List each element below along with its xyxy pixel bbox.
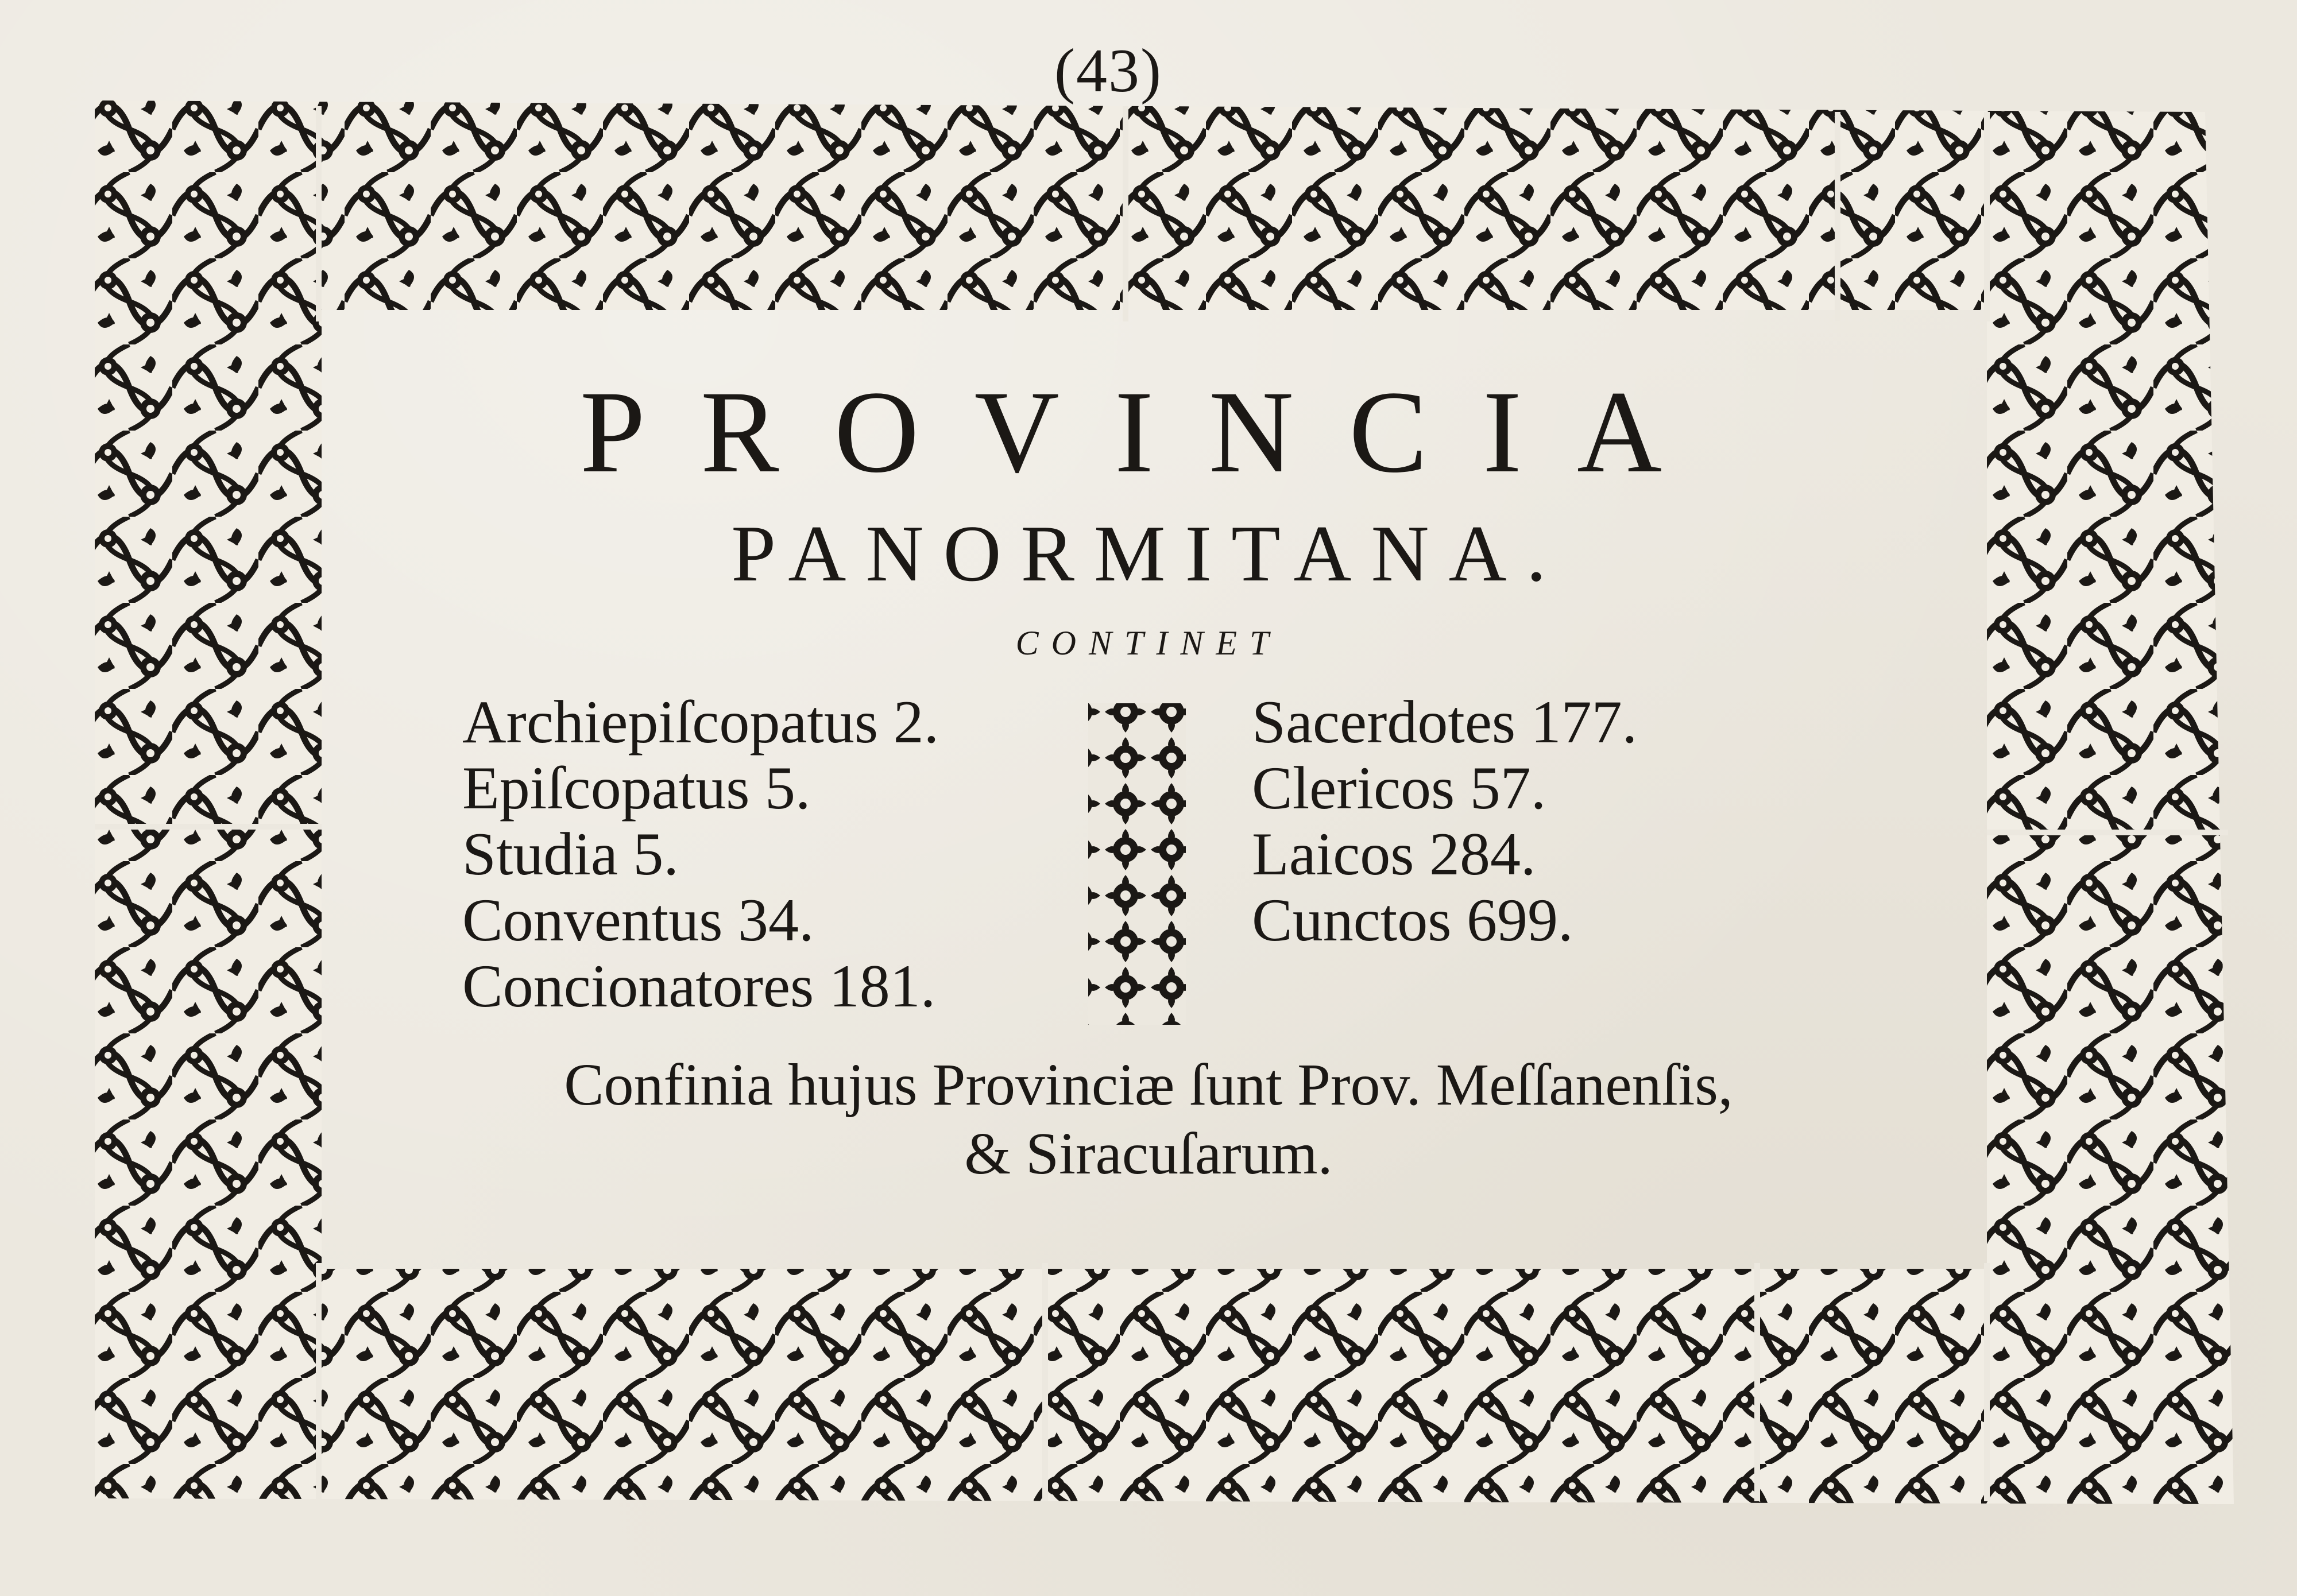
- confinia-line-2: & Siracuſarum.: [964, 1121, 1333, 1187]
- right-column: [1252, 689, 1884, 953]
- list-item: Conventus 34.: [462, 886, 814, 954]
- subtitle: PANORMITANA.: [731, 509, 1566, 598]
- list-item: Cunctos 699.: [1252, 886, 1573, 954]
- list-item: Concionatores 181.: [462, 952, 936, 1020]
- continet-heading: CONTINET: [1015, 624, 1282, 662]
- left-column: [462, 689, 1094, 1019]
- list-item: Epiſcopatus 5.: [462, 754, 811, 822]
- list-item: Clericos 57.: [1252, 754, 1546, 822]
- confinia-line-1: Confinia hujus Provinciæ ſunt Prov. Meſſanenſis,: [564, 1052, 1733, 1118]
- page-number: (43): [1054, 37, 1162, 105]
- list-item: Archiepiſcopatus 2.: [462, 688, 939, 756]
- confinia-text: [436, 1051, 1861, 1188]
- title: PROVINCIA: [579, 367, 1718, 497]
- list-item: Studia 5.: [462, 820, 679, 888]
- list-item: Sacerdotes 177.: [1252, 688, 1638, 756]
- list-item: Laicos 284.: [1252, 820, 1536, 888]
